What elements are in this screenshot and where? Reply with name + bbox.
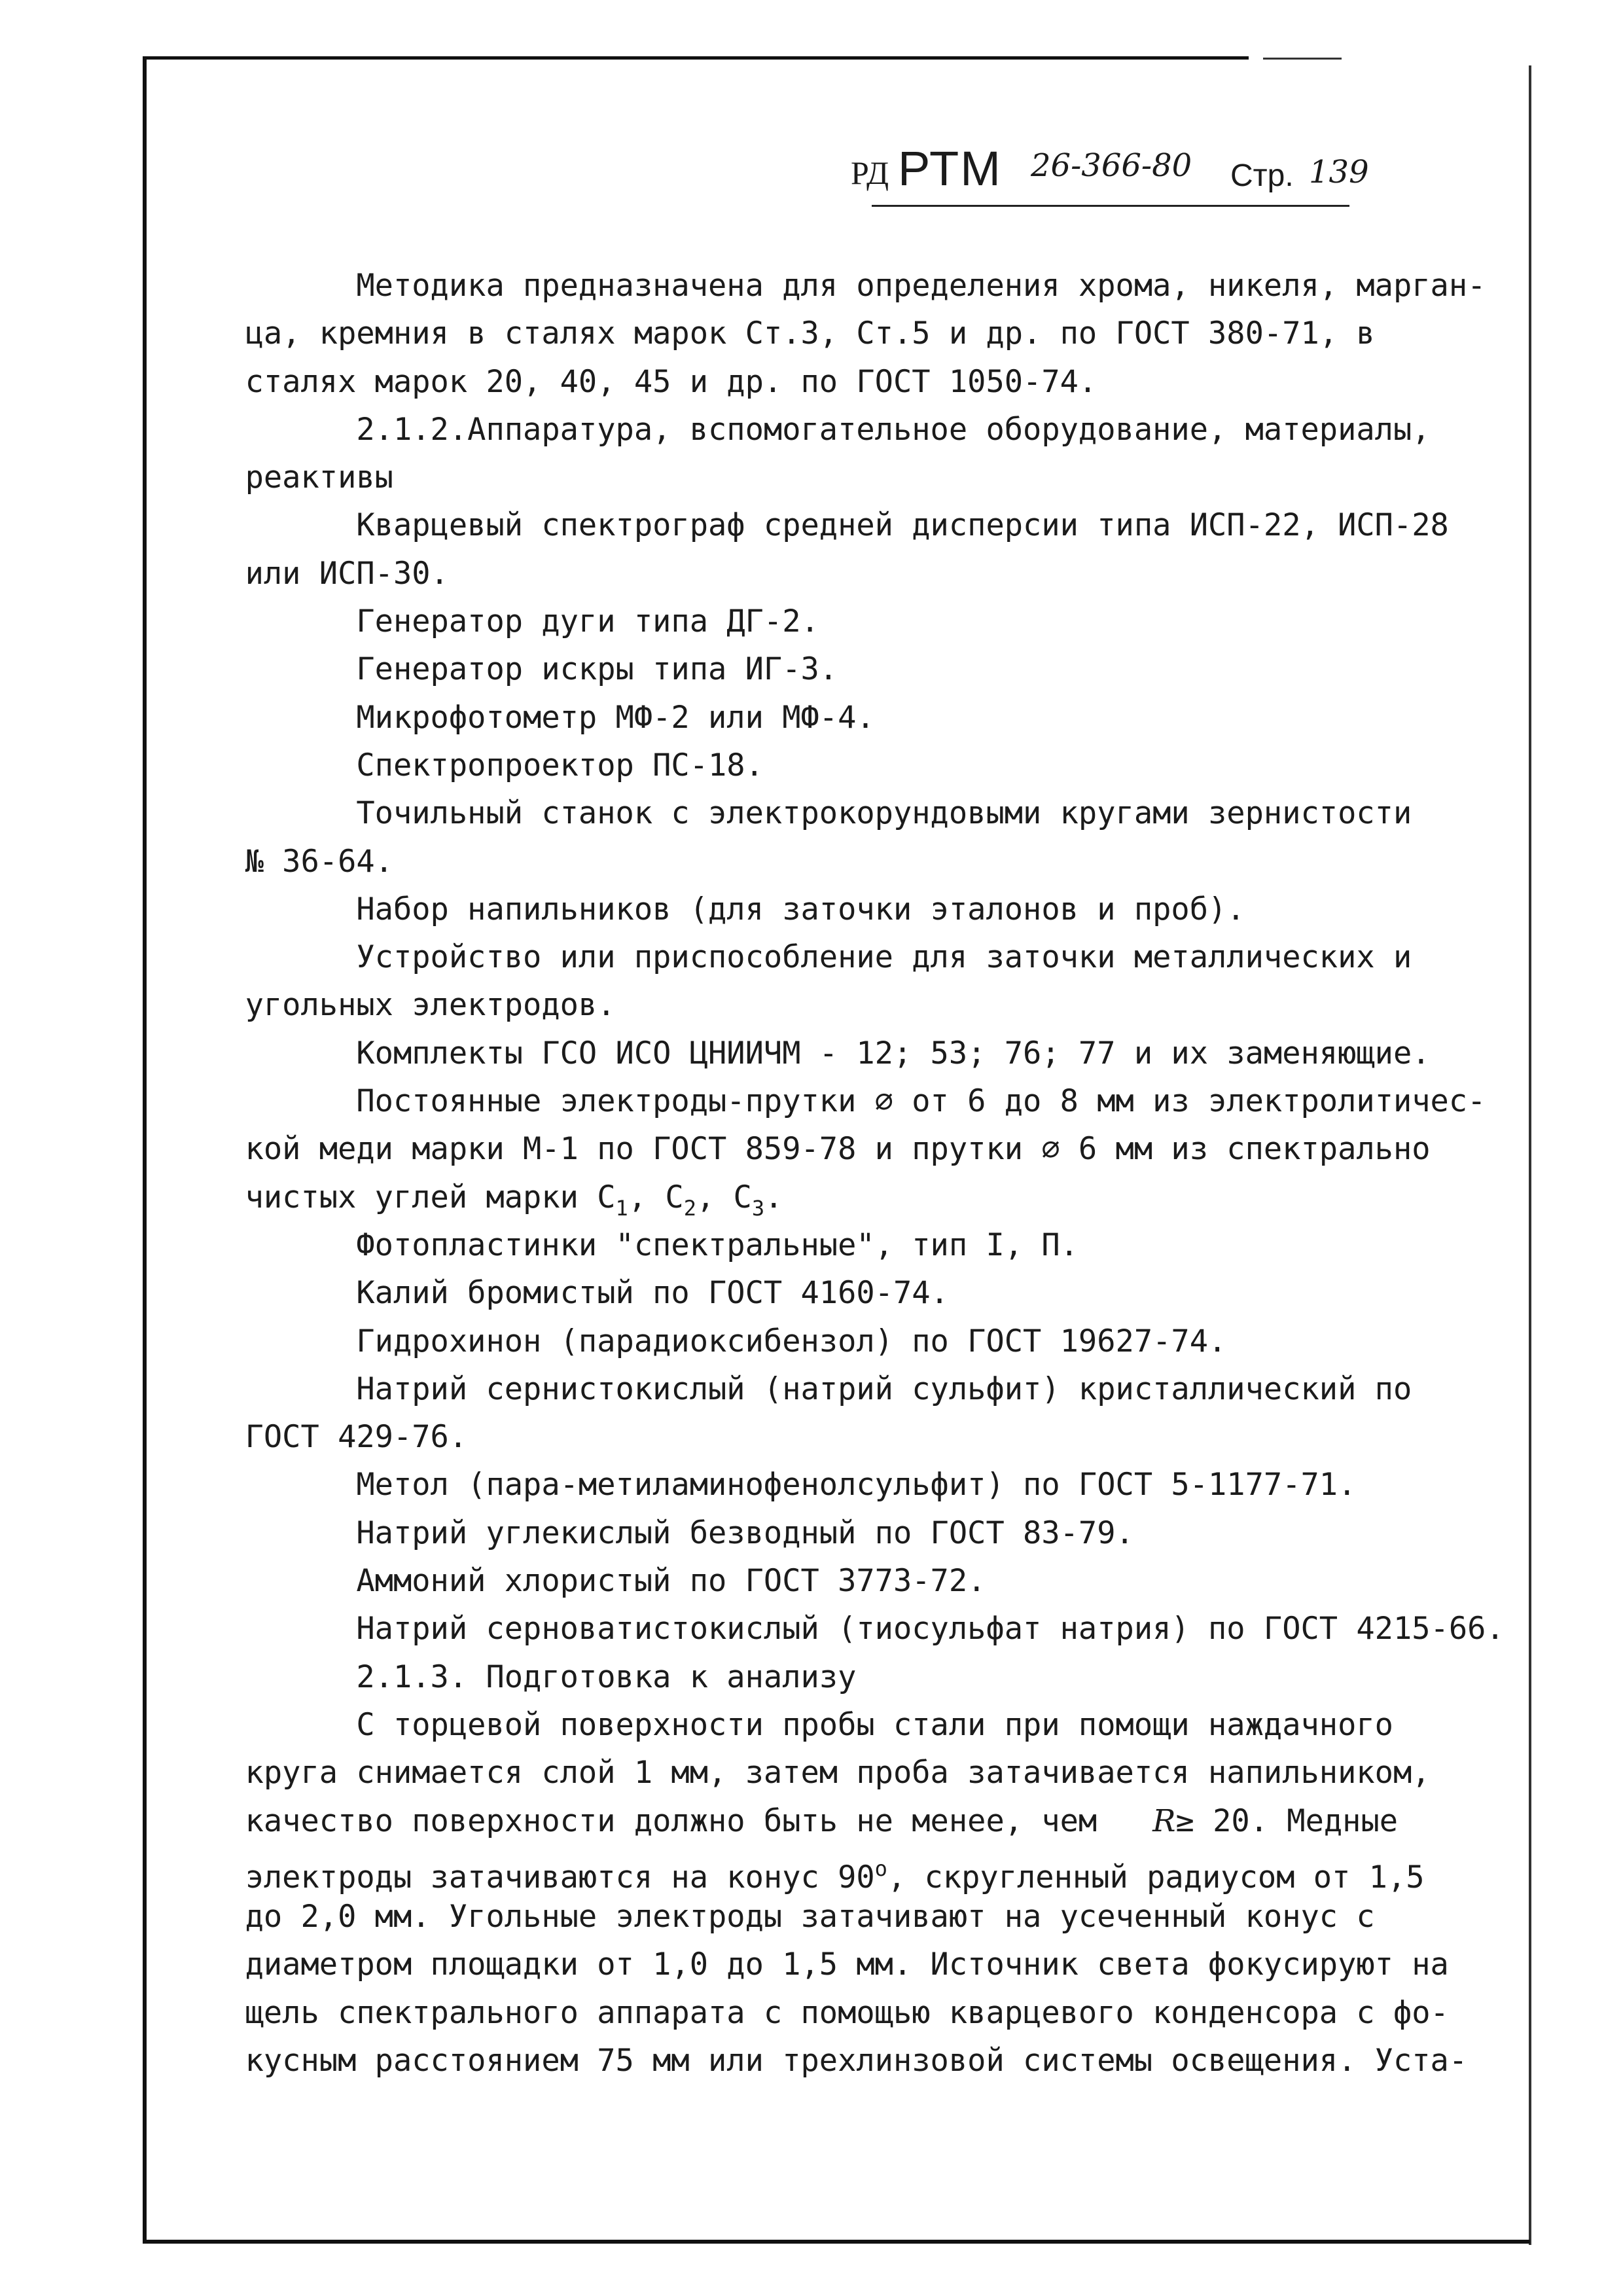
text-line: Микрофотометр МФ-2 или МФ-4. [208, 699, 875, 736]
carbon-subscript-3: 3 [751, 1195, 765, 1221]
text-line-cone [208, 1845, 1543, 1893]
text-line: Натрий углекислый безводный по ГОСТ 83-79. [208, 1515, 1134, 1551]
text-line: кой меди марки М-1 по ГОСТ 859-78 и прутки ⌀ 6 мм из спектрально [208, 1131, 1431, 1168]
cone-text: электроды затачиваются на конус 90 [208, 1859, 875, 1895]
text-line: Устройство или приспособление для заточки металлических и [208, 939, 1412, 976]
frame-border-bottom [143, 2240, 1530, 2244]
carbon-text: чистых углей марки С [208, 1179, 616, 1215]
header-underline [872, 205, 1349, 207]
text-line: Методика предназначена для определения хрома, никеля, марган- [208, 268, 1486, 304]
text-line: Калий бромистый по ГОСТ 4160-74. [208, 1275, 949, 1312]
text-line: кусным расстоянием 75 мм или трехлинзовой системы освещения. Уста- [208, 2042, 1468, 2079]
document-header [851, 134, 1369, 206]
text-line: С торцевой поверхности пробы стали при помощи наждачного [208, 1706, 1393, 1743]
text-line: Генератор искры типа ИГ-3. [208, 651, 838, 688]
text-line: сталях марок 20, 40, 45 и др. по ГОСТ 1050-74. [208, 363, 1097, 400]
carbon-sep-3: , С [696, 1179, 752, 1215]
roughness-text: качество поверхности должно быть не менее, чем [208, 1803, 1097, 1839]
text-line: Генератор дуги типа ДГ-2. [208, 603, 819, 640]
text-line: Кварцевый спектрограф средней дисперсии типа ИСП-22, ИСП-28 [208, 507, 1449, 544]
text-line: Натрий сернистокислый (натрий сульфит) кристаллический по [208, 1371, 1412, 1407]
text-line: круга снимается слой 1 мм, затем проба затачивается напильником, [208, 1755, 1431, 1791]
text-line: реактивы [208, 459, 393, 496]
header-number: 26-366-80 [1031, 147, 1192, 184]
text-line: или ИСП-30. [208, 555, 449, 592]
text-line: ца, кремния в сталях марок Ст.3, Ст.5 и др. по ГОСТ 380-71, в [208, 315, 1375, 352]
text-line: 2.1.3. Подготовка к анализу [208, 1659, 857, 1695]
degree-superscript: о [874, 1856, 887, 1881]
text-line: 2.1.2.Аппаратура, вспомогательное оборудование, материалы, [208, 411, 1431, 448]
roughness-sign: ≥ [1175, 1803, 1194, 1839]
document-body [208, 262, 1543, 2085]
text-line: диаметром площадки от 1,0 до 1,5 мм. Источник света фокусируют на [208, 1946, 1449, 1983]
header-page-label: Стр. [1230, 158, 1294, 193]
frame-border-top [143, 56, 1249, 60]
text-line: щель спектрального аппарата с помощью кварцевого конденсора с фо- [208, 1994, 1449, 2031]
roughness-symbol: R [1152, 1803, 1176, 1839]
carbon-subscript-2: 2 [683, 1195, 696, 1221]
text-line: Спектропроектор ПС-18. [208, 747, 764, 783]
text-line: Гидрохинон (парадиоксибензол) по ГОСТ 19627-74. [208, 1323, 1227, 1359]
text-line: Натрий серноватистокислый (тиосульфат натрия) по ГОСТ 4215-66. [208, 1611, 1505, 1647]
cone-tail: , скругленный радиусом от 1,5 [887, 1859, 1425, 1895]
text-line: Метол (пара-метиламинофенолсульфит) по ГОСТ 5-1177-71. [208, 1467, 1357, 1503]
text-line: угольных электродов. [208, 987, 616, 1024]
header-page-number: 139 [1309, 154, 1369, 190]
carbon-end: . [764, 1179, 783, 1215]
text-line: ГОСТ 429-76. [208, 1419, 468, 1456]
roughness-tail: 20. Медные [1194, 1803, 1399, 1839]
text-line: Набор напильников (для заточки эталонов и проб). [208, 891, 1245, 927]
text-line-roughness [208, 1797, 1543, 1845]
text-line: Аммоний хлористый по ГОСТ 3773-72. [208, 1563, 986, 1600]
text-line: Точильный станок с электрокорундовыми кругами зернистости [208, 795, 1412, 832]
text-line: Комплекты ГСО ИСО ЦНИИЧМ - 12; 53; 76; 77 и их заменяющие. [208, 1035, 1431, 1071]
text-line: № 36-64. [208, 843, 393, 880]
carbon-sep-2: , С [628, 1179, 684, 1215]
frame-border-left [143, 58, 147, 2244]
header-code: РТМ [898, 141, 1002, 196]
text-line: Постоянные электроды-прутки ⌀ от 6 до 8 мм из электролитичес- [208, 1083, 1486, 1120]
header-prefix: РД [851, 154, 889, 191]
text-line: Фотопластинки "спектральные", тип I, П. [208, 1227, 1079, 1263]
text-line: до 2,0 мм. Угольные электроды затачивают на усеченный конус с [208, 1899, 1375, 1935]
carbon-subscript-1: 1 [615, 1195, 628, 1221]
frame-border-top-fragment [1263, 58, 1342, 60]
text-line-carbon-grades [208, 1174, 1543, 1221]
